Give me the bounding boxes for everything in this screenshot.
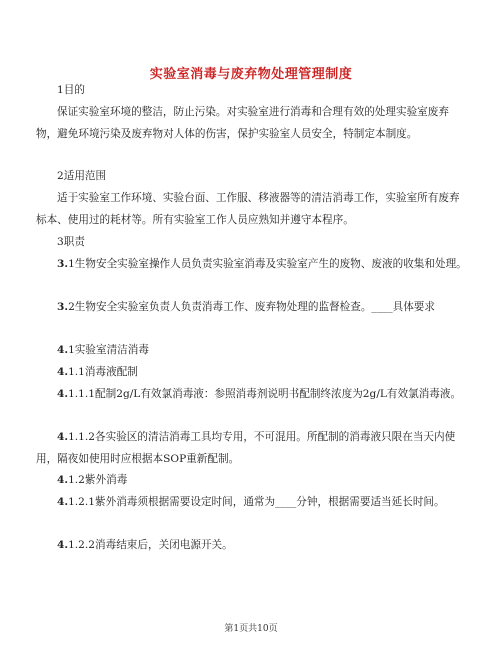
item-4-1-1-2 bbox=[36, 427, 468, 470]
section-2-body: 适于实验室工作环境、实验台面、工作服、移液器等的清洁消毒工作，实验室所有废弃标本、使用过的耗材等。所有实验室工作人员应熟知并遵守本程序。 bbox=[36, 192, 460, 226]
item-4-1-2-2 bbox=[36, 535, 468, 557]
item-4-1-2-1 bbox=[36, 492, 468, 514]
item-text: 1.1消毒液配制 bbox=[68, 366, 138, 378]
item-number: 4. bbox=[57, 431, 69, 443]
item-number: 4. bbox=[57, 344, 69, 356]
item-4-1 bbox=[36, 340, 468, 362]
item-4-1-2 bbox=[36, 470, 468, 492]
document-title: 实验室消毒与废弃物处理管理制度 bbox=[149, 67, 353, 82]
section-2-heading: 2适用范围 bbox=[57, 170, 107, 182]
item-text: 1.2紫外消毒 bbox=[68, 474, 128, 486]
item-text: 1.2.1紫外消毒须根据需要设定时间，通常为____分钟，根据需要适当延长时间。 bbox=[68, 496, 445, 508]
item-3-2 bbox=[36, 297, 468, 319]
item-number: 4. bbox=[57, 388, 69, 400]
item-text: 1.1.2各实验区的清洁消毒工具均专用，不可混用。所配制的消毒液只限在当天内使用，隔夜如使用时应根据本SOP重新配制。 bbox=[36, 431, 456, 465]
item-text: 1生物安全实验室操作人员负责实验室消毒及实验室产生的废物、废液的收集和处理。 bbox=[68, 258, 467, 270]
item-4-1-1 bbox=[36, 362, 468, 384]
section-3-heading: 3职责 bbox=[57, 236, 85, 248]
item-text: 2生物安全实验室负责人负责消毒工作、废弃物处理的监督检查。____具体要求 bbox=[68, 301, 435, 313]
section-1-heading: 1目的 bbox=[57, 84, 85, 96]
item-text: 1.2.2消毒结束后，关闭电源开关。 bbox=[68, 539, 233, 551]
section-1-body: 保证实验室环境的整洁，防止污染。对实验室进行消毒和合理有效的处理实验室废弃物，避免环境污染及废弃物对人体的伤害，保护实验室人员安全，特制定本制度。 bbox=[36, 106, 449, 140]
item-number: 4. bbox=[57, 366, 69, 378]
item-number: 4. bbox=[57, 496, 69, 508]
item-text: 1.1.1配制2g/L有效氯消毒液：参照消毒剂说明书配制终浓度为2g/L有效氯消毒液。 bbox=[68, 388, 462, 400]
item-number: 3. bbox=[57, 301, 69, 313]
page-footer: 第1页共10页 bbox=[224, 624, 278, 634]
item-number: 4. bbox=[57, 474, 69, 486]
item-text: 1实验室清洁消毒 bbox=[68, 344, 149, 356]
item-number: 4. bbox=[57, 539, 69, 551]
item-number: 3. bbox=[57, 258, 69, 270]
item-4-1-1-1 bbox=[36, 384, 468, 406]
item-3-1 bbox=[36, 254, 468, 276]
